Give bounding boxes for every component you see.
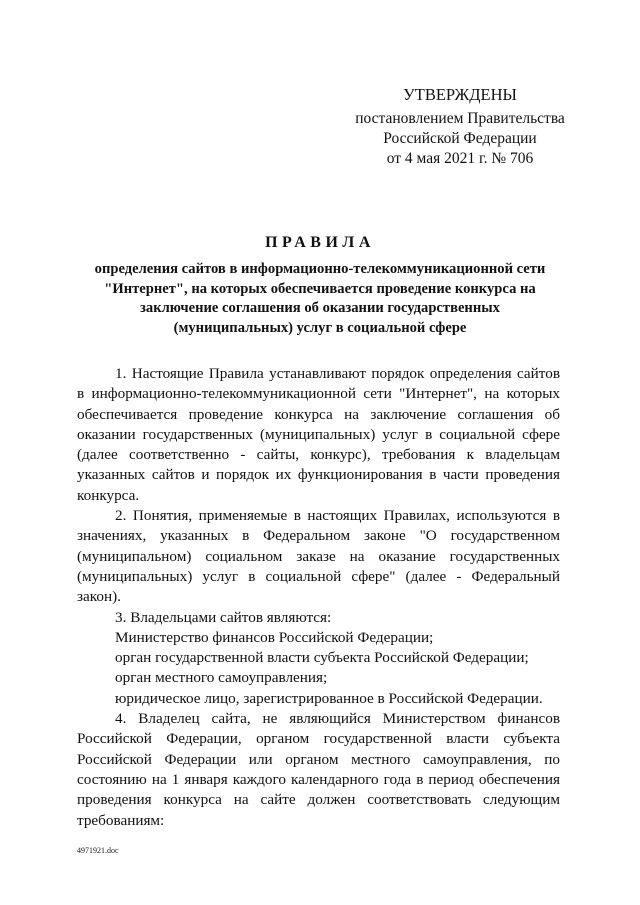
list-item-ministry: Министерство финансов Российской Федерации; — [115, 628, 434, 646]
document-file-code: 4971921.doc — [77, 846, 119, 855]
approval-block — [340, 85, 580, 169]
approval-line-3: от 4 мая 2021 г. № 706 — [386, 150, 534, 167]
document-body — [77, 364, 560, 831]
document-subtitle: определения сайтов в информационно-телекоммуникационной сети "Интернет", на которых обеспечивается проведение конкурса на заключение соглашения об оказании государственных (муниципальных) услуг в социальной сфере — [94, 261, 546, 336]
document-title: ПРАВИЛА — [265, 234, 375, 251]
paragraph-3: 3. Владельцами сайтов являются: — [115, 608, 332, 626]
approval-line-1: постановлением Правительства — [355, 110, 565, 127]
list-item-local-government: орган местного самоуправления; — [115, 669, 328, 687]
list-item-legal-entity: юридическое лицо, зарегистрированное в Российской Федерации. — [115, 689, 543, 707]
paragraph-2: 2. Понятия, применяемые в настоящих Правилах, используются в значениях, указанных в Федеральном законе "О государственном (муниципальном) социальном заказе на оказание государственных (муниципальных) услуг в социальной сфере" (далее - Федеральный закон). — [77, 507, 560, 606]
paragraph-4: 4. Владелец сайта, не являющийся Министерством финансов Российской Федерации, органом государственной власти субъекта Российской Федерации или органом местного самоуправления, по состоянию на 1 января каждого календарного года в период обеспечения проведения конкурса на сайте должен соответствовать следующим требованиям: — [77, 710, 560, 829]
approval-heading: УТВЕРЖДЕНЫ — [403, 85, 517, 104]
list-item-regional-authority: орган государственной власти субъекта Российской Федерации; — [115, 649, 529, 667]
paragraph-1: 1. Настоящие Правила устанавливают порядок определения сайтов в информационно-телекоммуникационной сети "Интернет", на которых обеспечивается проведение конкурса на заключение соглашения об оказании государственных (муниципальных) услуг в социальной сфере (далее соответственно - сайты, конкурс), требования к владельцам указанных сайтов и порядок их функционирования в части проведения конкурса. — [77, 365, 560, 504]
approval-line-2: Российской Федерации — [383, 130, 537, 147]
